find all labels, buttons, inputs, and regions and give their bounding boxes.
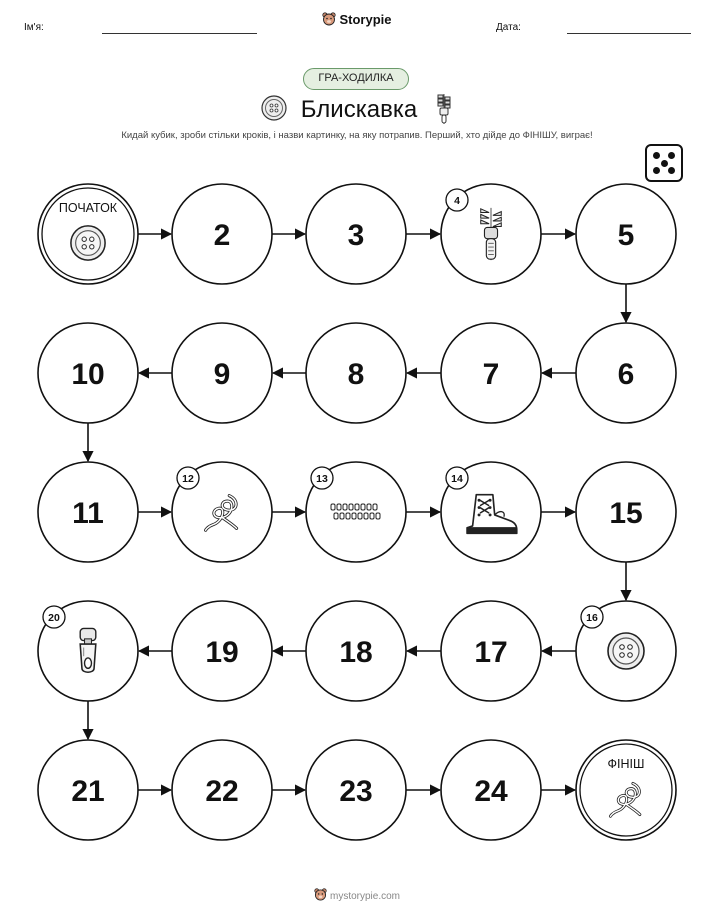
- badge-number: 16: [586, 611, 598, 624]
- badge-number: 20: [48, 611, 60, 624]
- cell-number: 17: [474, 636, 508, 669]
- brand-name: Storypie: [339, 12, 392, 27]
- board-cell-21: [38, 740, 138, 840]
- cell-number: 2: [213, 219, 231, 252]
- cell-number: 15: [609, 497, 643, 530]
- badge-number: 4: [454, 194, 460, 207]
- footer: [0, 888, 714, 902]
- board-cell-14: [441, 462, 541, 562]
- cell-number: 6: [617, 358, 635, 391]
- cell-number: 7: [482, 358, 500, 391]
- board-cell-19: [172, 601, 272, 701]
- board-cell-18: [306, 601, 406, 701]
- cell-number: 3: [347, 219, 365, 252]
- board-cell-25: [576, 740, 676, 840]
- cell-number: 10: [71, 358, 105, 391]
- board-cell-1: [38, 184, 138, 284]
- cell-number: 21: [71, 775, 105, 808]
- board-cell-24: [441, 740, 541, 840]
- badge-number: 14: [451, 472, 463, 485]
- cell-number: 24: [474, 775, 508, 808]
- board-cell-10: [38, 323, 138, 423]
- board-cell-7: [441, 323, 541, 423]
- game-type-tag: ГРА-ХОДИЛКА: [303, 68, 409, 90]
- date-label: Дата:: [496, 22, 521, 33]
- cell-number: 18: [339, 636, 373, 669]
- board-cell-2: [172, 184, 272, 284]
- cell-number: 5: [617, 219, 635, 252]
- button-icon: [608, 633, 644, 669]
- board-cell-23: [306, 740, 406, 840]
- cell-number: 9: [213, 358, 231, 391]
- board-cell-15: [576, 462, 676, 562]
- board-cell-4: [441, 184, 541, 284]
- badge-number: 12: [182, 472, 194, 485]
- button-icon: [71, 226, 105, 260]
- badge-number: 13: [316, 472, 328, 485]
- board-cell-12: [172, 462, 272, 562]
- cell-number: 22: [205, 775, 239, 808]
- zipper-pull-icon: [80, 628, 96, 672]
- title-text: Блискавка: [300, 96, 418, 123]
- board-cell-22: [172, 740, 272, 840]
- name-label: Ім'я:: [24, 22, 44, 33]
- cell-number: 23: [339, 775, 373, 808]
- bear-logo-icon: [314, 888, 327, 901]
- footer-url: mystorypie.com: [329, 891, 400, 902]
- cell-number: 8: [347, 358, 365, 391]
- board-cell-17: [441, 601, 541, 701]
- board-cell-8: [306, 323, 406, 423]
- instructions: Кидай кубик, зроби стільки кроків, і назви картинку, на яку потрапив. Перший, хто дійде до ФІНІШУ, виграє!: [121, 130, 593, 141]
- cell-number: 19: [205, 636, 239, 669]
- board-cell-11: [38, 462, 138, 562]
- cell-number: 11: [72, 497, 104, 530]
- start-label: ПОЧАТОК: [58, 201, 118, 215]
- board-cell-5: [576, 184, 676, 284]
- board-cell-3: [306, 184, 406, 284]
- board-cell-20: [38, 601, 138, 701]
- board-cell-9: [172, 323, 272, 423]
- board-cell-16: [576, 601, 676, 701]
- board-cell-13: [306, 462, 406, 562]
- board-cell-6: [576, 323, 676, 423]
- finish-label: ФІНІШ: [607, 757, 645, 771]
